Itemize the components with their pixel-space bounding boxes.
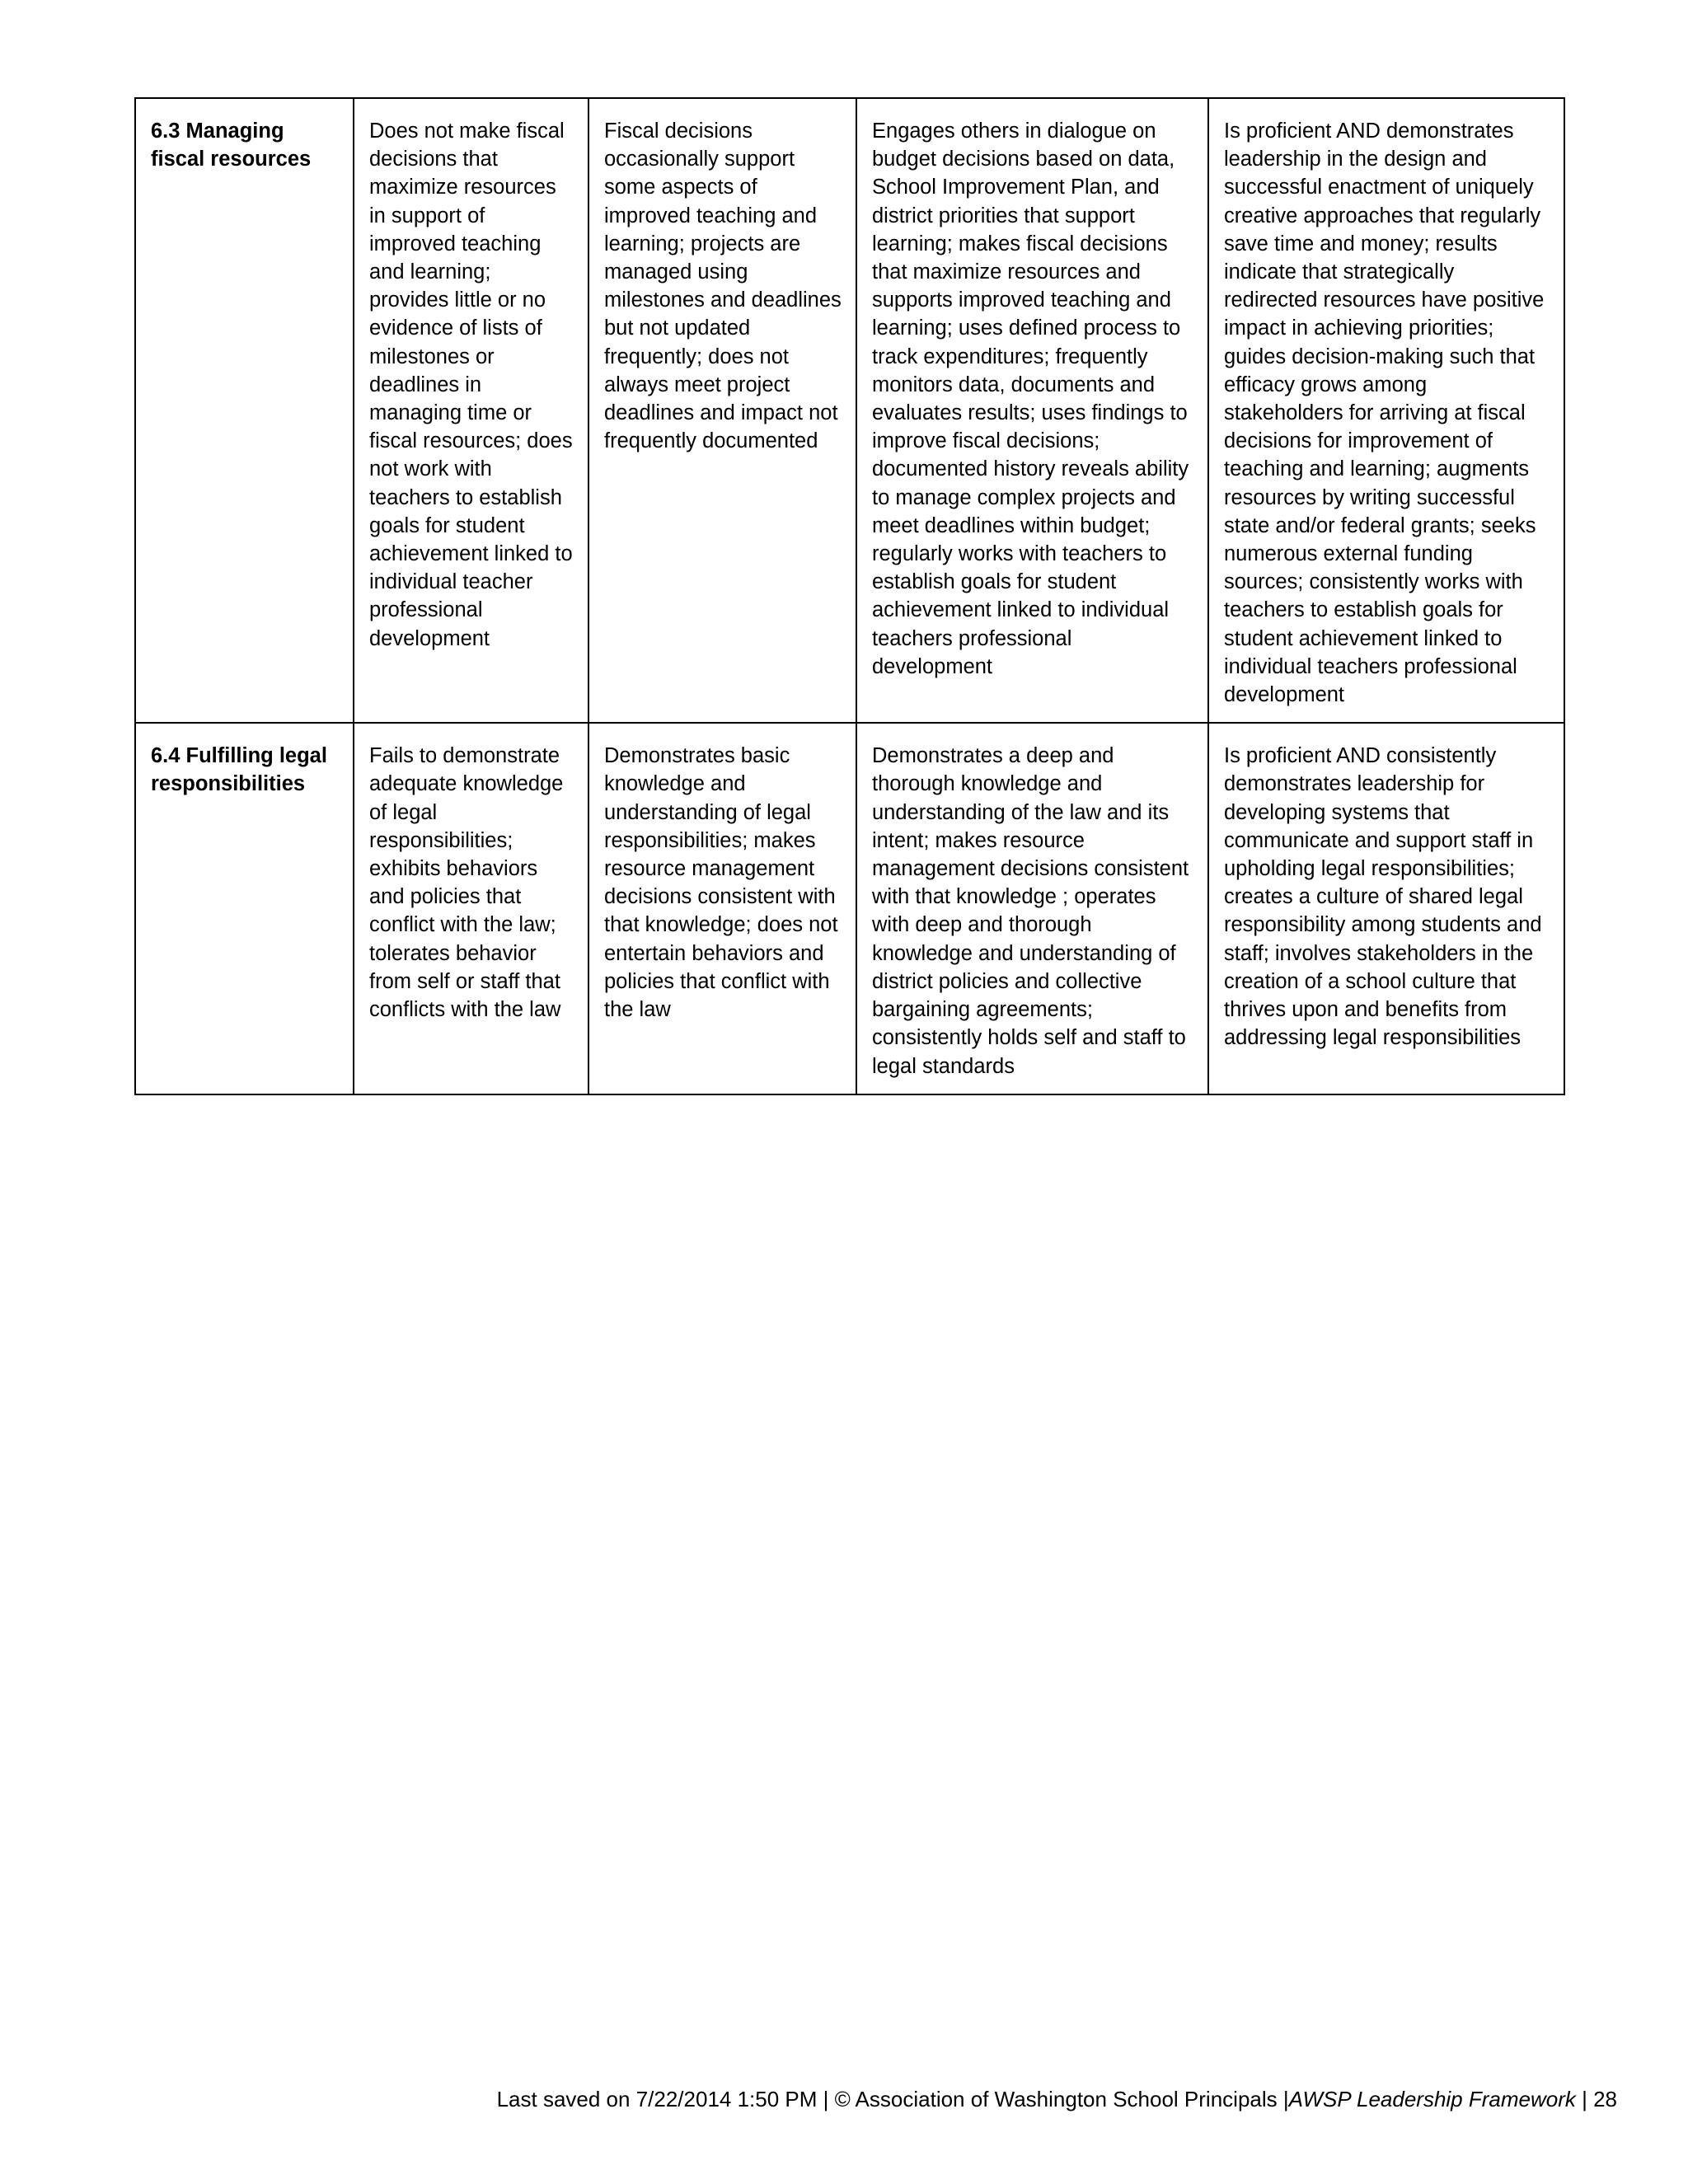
distinguished-cell: Is proficient AND demonstrates leadership in the design and successful enactment of uniquely creative approaches that regularly save time and money; results indicate that strategically redirected resources have positive impact in achieving priorities; guides decision-making such that efficacy grows among stakeholders for arriving at fiscal decisions for improvement of teaching and learning; augments resources by writing successful state and/or federal grants; seeks numerous external funding sources; consistently works with teachers to establish goals for student achievement linked to individual teachers professional development bbox=[1208, 98, 1564, 723]
rubric-table bbox=[134, 97, 1565, 1095]
distinguished-cell: Is proficient AND consistently demonstrates leadership for developing systems that communicate and support staff in upholding legal responsibilities; creates a culture of shared legal responsibility among students and staff; involves stakeholders in the creation of a school culture that thrives upon and benefits from addressing legal responsibilities bbox=[1208, 723, 1564, 1094]
basic-cell: Demonstrates basic knowledge and understanding of legal responsibilities; makes resource management decisions consistent with that knowledge; does not entertain behaviors and policies that conflict with the law bbox=[588, 723, 856, 1094]
page-number: 28 bbox=[1593, 2087, 1617, 2111]
unsatisfactory-cell: Does not make fiscal decisions that maximize resources in support of improved teaching and learning; provides little or no evidence of lists of milestones or deadlines in managing time or fiscal resources; does not work with teachers to establish goals for student achievement linked to individual teacher professional development bbox=[354, 98, 588, 723]
footer-separator: | bbox=[1575, 2087, 1594, 2111]
proficient-cell: Demonstrates a deep and thorough knowledge and understanding of the law and its intent; makes resource management decisions consistent with that knowledge ; operates with deep and thorough knowledge and understanding of district policies and collective bargaining agreements; consistently holds self and staff to legal standards bbox=[856, 723, 1208, 1094]
criterion-cell: 6.4 Fulfilling legal responsibilities bbox=[135, 723, 354, 1094]
rubric-row-fiscal bbox=[135, 98, 1564, 723]
rubric-row-legal bbox=[135, 723, 1564, 1094]
page-footer bbox=[497, 2085, 1617, 2113]
proficient-cell: Engages others in dialogue on budget decisions based on data, School Improvement Plan, and district priorities that support learning; makes fiscal decisions that maximize resources and supports improved teaching and learning; uses defined process to track expenditures; frequently monitors data, documents and evaluates results; uses findings to improve fiscal decisions; documented history reveals ability to manage complex projects and meet deadlines within budget; regularly works with teachers to establish goals for student achievement linked to individual teachers professional development bbox=[856, 98, 1208, 723]
footer-framework-title: AWSP Leadership Framework bbox=[1288, 2087, 1576, 2111]
basic-cell: Fiscal decisions occasionally support some aspects of improved teaching and learning; projects are managed using milestones and deadlines but not updated frequently; does not always meet project deadlines and impact not frequently documented bbox=[588, 98, 856, 723]
criterion-cell: 6.3 Managing fiscal resources bbox=[135, 98, 354, 723]
unsatisfactory-cell: Fails to demonstrate adequate knowledge of legal responsibilities; exhibits behaviors and policies that conflict with the law; tolerates behavior from self or staff that conflicts with the law bbox=[354, 723, 588, 1094]
footer-saved-text: Last saved on 7/22/2014 1:50 PM | © Association of Washington School Principals | bbox=[496, 2087, 1289, 2111]
